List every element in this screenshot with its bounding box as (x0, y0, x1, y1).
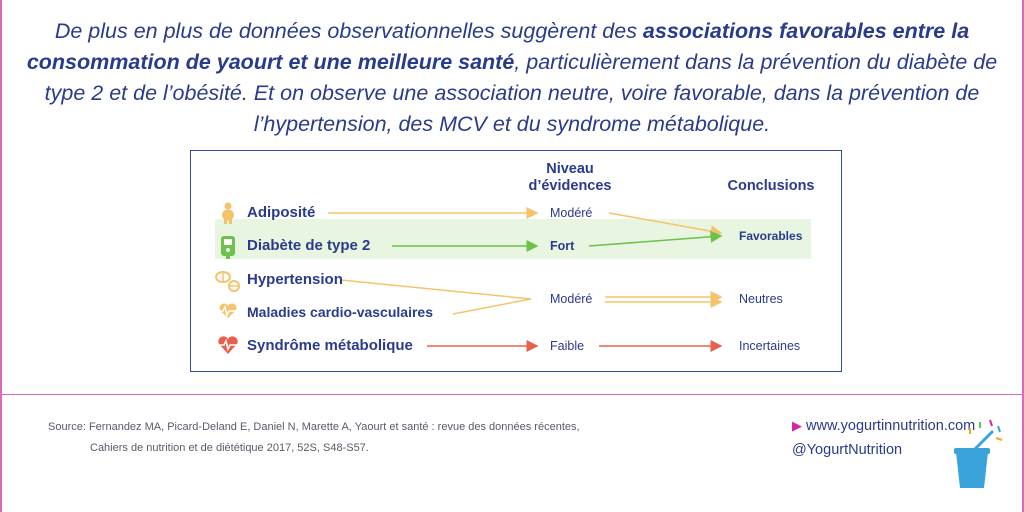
arrow-mcv-level (453, 299, 531, 314)
level-diabetes: Fort (550, 239, 575, 253)
heart-line-icon (217, 302, 239, 320)
header-evidence-level (505, 161, 635, 195)
website-text: www.yogurtinnutrition.com (806, 418, 976, 434)
conclusion-favorable: Favorables (739, 229, 803, 243)
yogurt-cup-icon (940, 410, 1006, 494)
intro-text-end: , particulièrement dans la prévention du diabète de type 2 et de l’obésité. Et on observe une association neutre, voire favorable, dans la prévention de l’hypertension, des MCV et du syndrome métabolique. (44, 50, 998, 136)
source-citation (48, 417, 580, 459)
conclusion-uncertain: Incertaines (739, 339, 801, 353)
source-line-2: Cahiers de nutrition et de diététique 2017, 52S, S48-S57. (90, 442, 369, 454)
intro-highlight: associations favorables entre la consommation de yaourt et une meilleure santé (26, 19, 970, 74)
glucometer-icon (220, 235, 236, 259)
row-label-adiposity: Adiposité (247, 204, 316, 221)
footer-divider (0, 394, 1024, 395)
row-label-metabolic-syndrome: Syndrôme métabolique (247, 337, 413, 354)
play-triangle-icon: ▶ (792, 418, 802, 433)
social-handle[interactable]: @YogurtNutrition (792, 442, 903, 458)
level-hypertension-mcv: Modéré (550, 292, 593, 306)
level-adiposity: Modéré (550, 206, 593, 220)
intro-text-start: De plus en plus de données observationnelles suggèrent des (54, 19, 643, 43)
arrow-hypertension-level (341, 280, 531, 299)
level-metabolic: Faible (550, 339, 585, 353)
arrow-diabetes-conclusion (589, 236, 721, 246)
heart-pulse-icon (217, 335, 239, 355)
evidence-diagram (190, 150, 842, 372)
source-line-1: Source: Fernandez MA, Picard-Deland E, Daniel N, Marette A, Yaourt et santé : revue des données récentes, (48, 421, 580, 433)
conclusion-neutral: Neutres (739, 292, 783, 306)
header-level-line1: Niveau (546, 161, 594, 177)
header-level-line2: d’évidences (528, 178, 612, 194)
header-conclusions: Conclusions (727, 178, 815, 194)
row-label-cardiovascular: Maladies cardio-vasculaires (247, 304, 433, 320)
row-label-diabetes: Diabète de type 2 (247, 237, 371, 254)
pill-icon (215, 269, 241, 293)
intro-paragraph (24, 16, 1000, 140)
body-icon (219, 202, 237, 224)
frame-left-border (0, 0, 2, 512)
row-label-hypertension: Hypertension (247, 271, 343, 288)
arrow-adiposity-conclusion (609, 213, 721, 233)
